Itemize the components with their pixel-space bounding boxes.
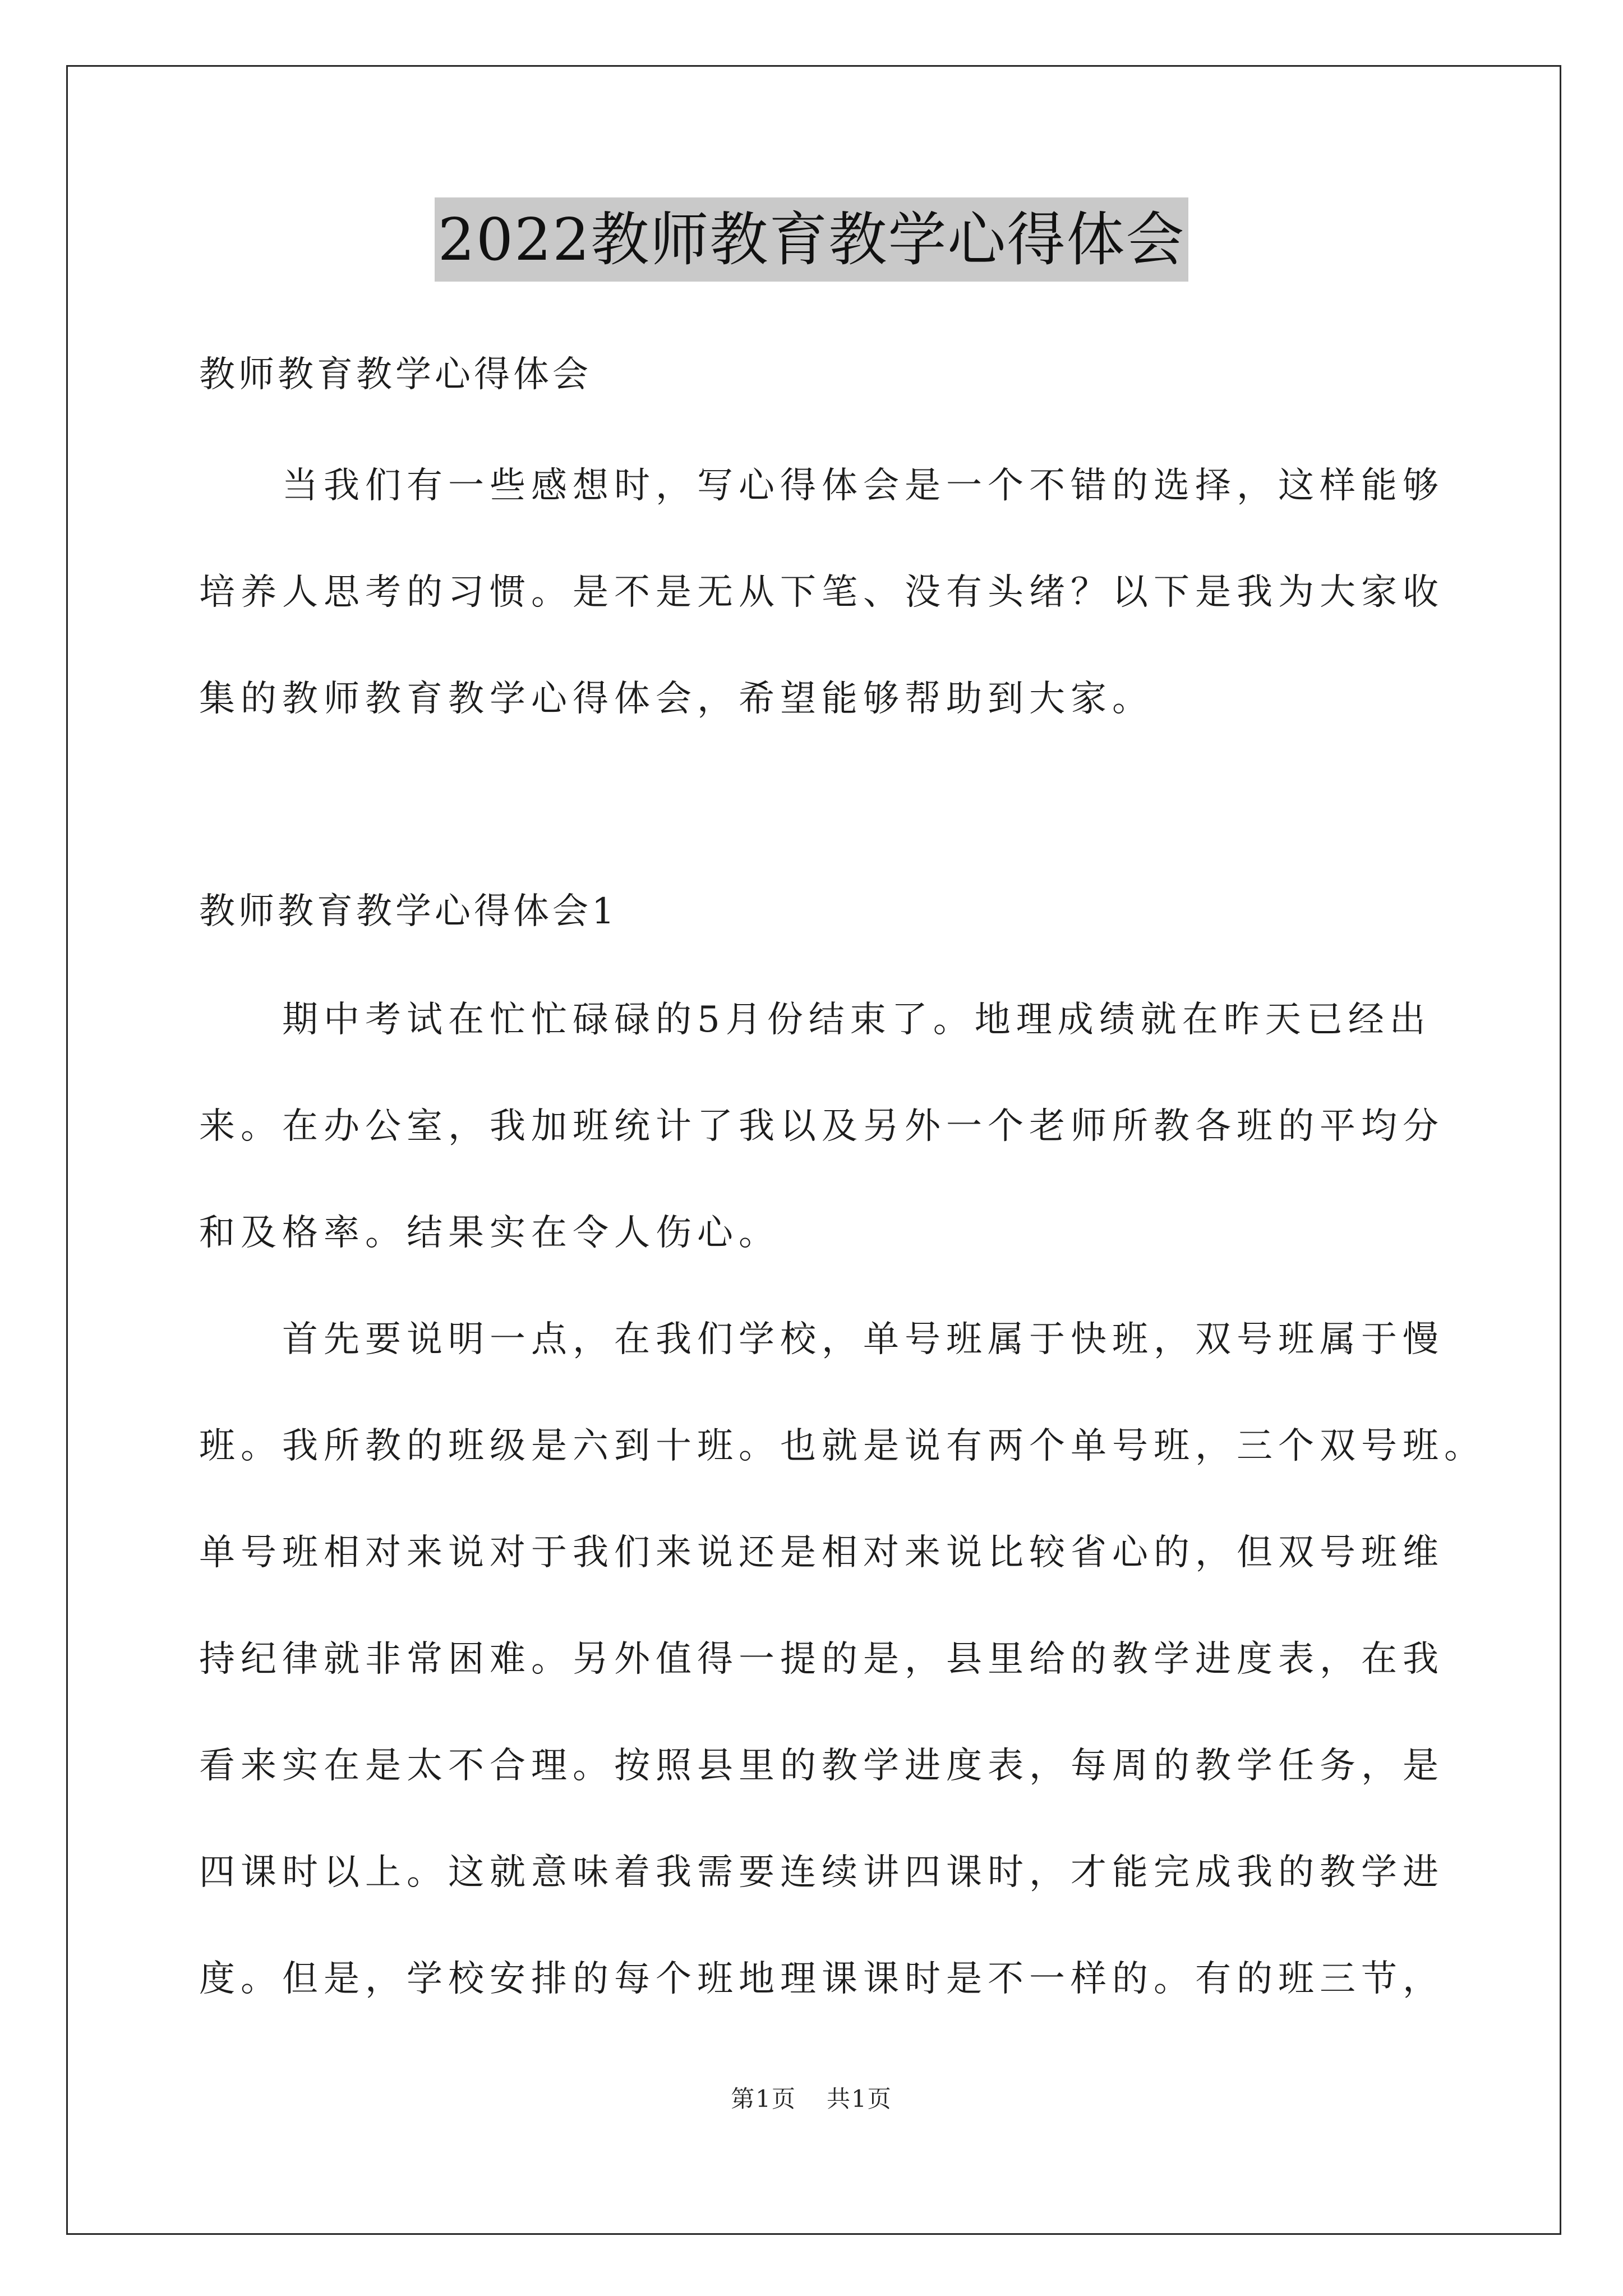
page-total: 共1页 [827,2085,892,2113]
paragraph-line: 首先要说明一点，在我们学校，单号班属于快班，双号班属于慢 [282,1319,1444,1360]
paragraph-line: 单号班相对来说对于我们来说还是相对来说比较省心的，但双号班维 [199,1532,1444,1573]
paragraph-line: 度。但是，学校安排的每个班地理课课时是不一样的。有的班三节， [199,1958,1444,2000]
paragraph-2 [199,1313,1486,2059]
paragraph-line: 和及格率。结果实在令人伤心。 [199,1212,780,1254]
intro-line: 当我们有一些感想时，写心得体会是一个不错的选择，这样能够 [282,465,1444,507]
intro-line: 培养人思考的习惯。是不是无从下笔、没有头绪？以下是我为大家收 [199,572,1444,613]
intro-line: 集的教师教育教学心得体会，希望能够帮助到大家。 [199,678,1154,720]
title-container [0,197,1623,282]
intro-paragraph [199,459,1444,779]
page-footer [0,2082,1623,2116]
paragraph-line: 来。在办公室，我加班统计了我以及另外一个老师所教各班的平均分 [199,1106,1444,1147]
paragraph-line: 四课时以上。这就意味着我需要连续讲四课时，才能完成我的教学进 [199,1852,1444,1893]
paragraph-1 [199,993,1444,1313]
paragraph-line: 看来实在是太不合理。按照县里的教学进度表，每周的教学任务，是 [199,1745,1444,1787]
paragraph-line: 期中考试在忙忙碌碌的5月份结束了。地理成绩就在昨天已经出 [282,999,1431,1041]
page-number: 第1页 [731,2085,796,2113]
document-title: 2022教师教育教学心得体会 [435,197,1189,282]
section-heading: 教师教育教学心得体会1 [199,891,618,932]
document-heading: 教师教育教学心得体会 [199,354,592,395]
paragraph-line: 班。我所教的班级是六到十班。也就是说有两个单号班，三个双号班。 [199,1425,1486,1467]
paragraph-line: 持纪律就非常困难。另外值得一提的是，县里给的教学进度表，在我 [199,1639,1444,1680]
